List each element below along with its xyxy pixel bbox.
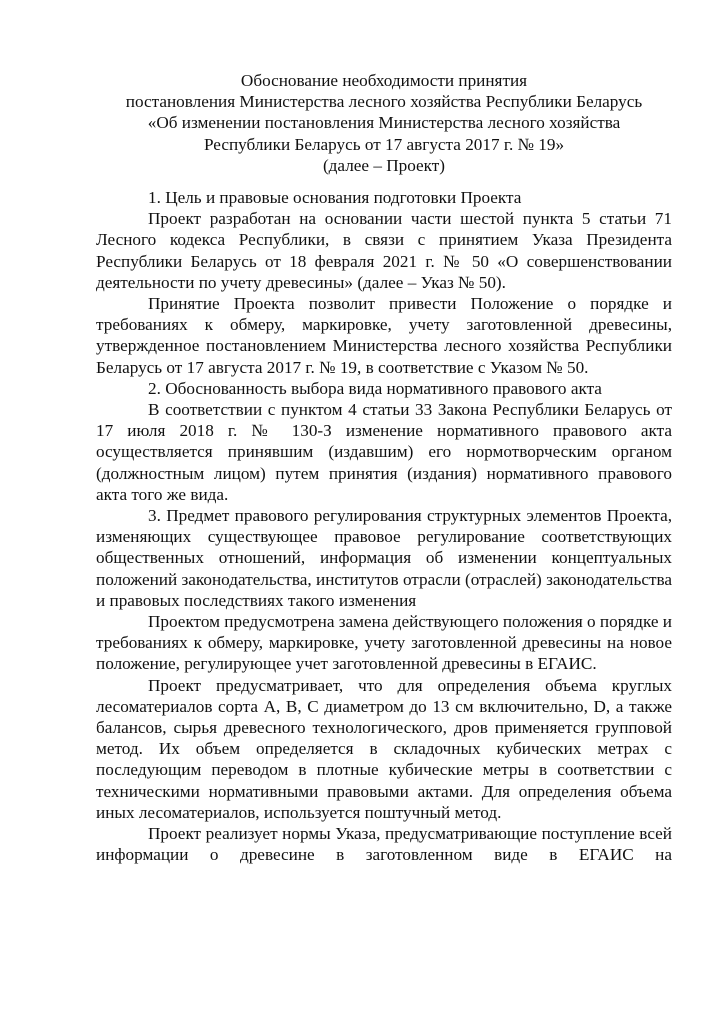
section-2-paragraph-1: В соответствии с пунктом 4 статьи 33 Закона Республики Беларусь от 17 июля 2018 г. № 130-З изменение нормативного правового акта осуществляется принявшим (издавшим) его нормотворческим органом (должностным лицом) путем принятия (издания) нормативного правового акта того же вида.: [96, 400, 672, 504]
title-line-4: Республики Беларусь от 17 августа 2017 г. № 19»: [203, 134, 565, 154]
section-1-paragraph-2: Принятие Проекта позволит привести Положение о порядке и требованиях к обмеру, маркировке, учету заготовленной древесины, утвержденное постановлением Министерства лесного хозяйства Республики Беларусь от 17 августа 2017 г. № 19, в соответствие с Указом № 50.: [96, 294, 672, 377]
title-line-2: постановления Министерства лесного хозяйства Республики Беларусь: [125, 92, 643, 112]
section-1-paragraph-1: Проект разработан на основании части шестой пункта 5 статьи 71 Лесного кодекса Республики, в связи с принятием Указа Президента Республики Беларусь от 18 февраля 2021 г. № 50 «О совершенствовании деятельности по учету древесины» (далее – Указ № 50).: [96, 209, 672, 292]
document-body: [96, 187, 672, 866]
section-3-paragraph-2: Проект предусматривает, что для определения объема круглых лесоматериалов сорта А, В, С диаметром до 13 см включительно, D, а также балансов, сырья древесного технологического, дров применяется групповой метод. Их объем определяется в складочных кубических метрах с последующим переводом в плотные кубические метры в соответствии с техническими нормативными правовыми актами. Для определения объема иных лесоматериалов, используется поштучный метод.: [96, 675, 672, 822]
section-2-heading: 2. Обоснованность выбора вида нормативного правового акта: [148, 378, 602, 398]
section-3-heading: 3. Предмет правового регулирования структурных элементов Проекта, изменяющих существующее правовое регулирование соответствующих общественных отношений, информация об изменении концептуальных положений законодательства, институтов отрасли (отраслей) законодательства и правовых последствиях такого изменения: [96, 506, 672, 610]
title-line-3: «Об изменении постановления Министерства лесного хозяйства: [147, 113, 621, 133]
section-3-paragraph-3: Проект реализует нормы Указа, предусматривающие поступление всей информации о древесине в заготовленном виде в ЕГАИС на: [96, 824, 672, 865]
section-3-paragraph-1: Проектом предусмотрена замена действующего положения о порядке и требованиях к обмеру, маркировке, учету заготовленной древесины на новое положение, регулирующее учет заготовленной древесины в ЕГАИС.: [96, 612, 673, 674]
document-title: [96, 70, 672, 176]
title-line-1: Обоснование необходимости принятия: [240, 71, 528, 90]
title-line-5: (далее – Проект): [322, 155, 446, 175]
section-1-heading: 1. Цель и правовые основания подготовки Проекта: [148, 188, 522, 207]
